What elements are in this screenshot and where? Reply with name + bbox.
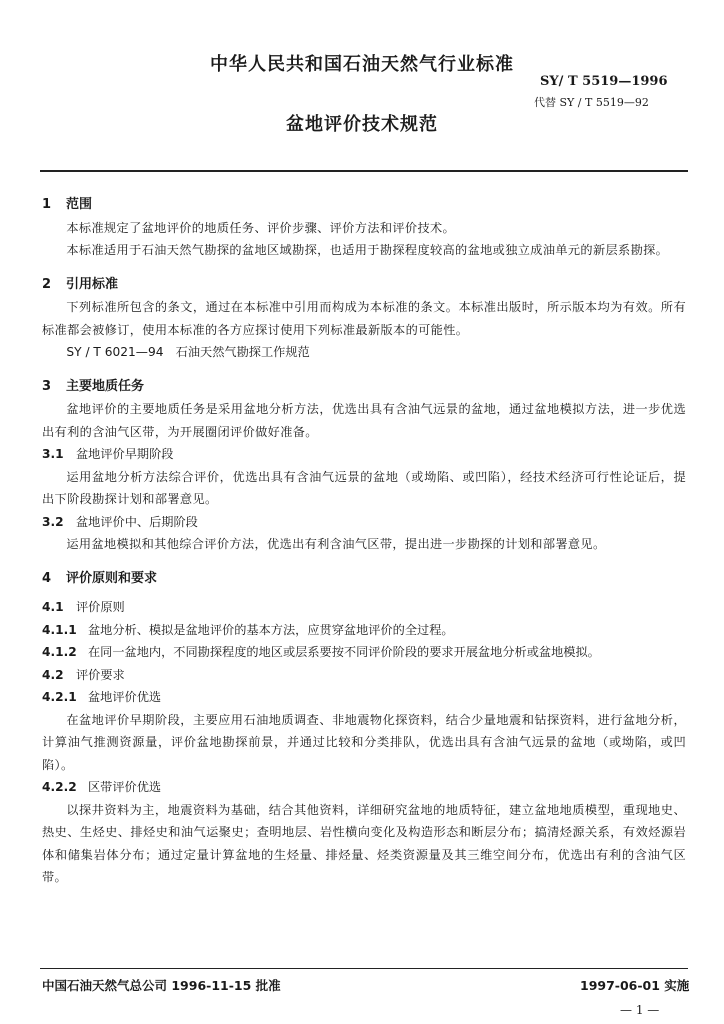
- section-heading-2: [42, 274, 686, 297]
- section-title: 引用标准: [66, 276, 119, 292]
- footer-divider: [40, 968, 688, 969]
- org-title: 中华人民共和国石油天然气行业标准: [210, 54, 514, 75]
- subsection-title: 评价要求: [76, 667, 125, 682]
- subsection-title: 评价原则: [76, 600, 125, 614]
- paragraph: 运用盆地模拟和其他综合评价方法，优选出有利含油气区带，提出进一步勘探的计划和部署意见。: [66, 537, 606, 551]
- paragraph: 本标准适用于石油天然气勘探的盆地区域勘探，也适用于勘探程度较高的盆地或独立成油单元的新层系勘探。: [66, 243, 669, 257]
- subsection-title: 盆地评价中、后期阶段: [76, 514, 198, 529]
- document-body: [42, 188, 686, 889]
- subsection-number: 3.2: [42, 514, 64, 529]
- paragraph: 在盆地评价早期阶段，主要应用石油地质调查、非地震物化探资料，结合少量地震和钻探资料，进行盆地分析，计算油气推测资源量，评价盆地勘探前景，并通过比较和分类排队，优选出具有含油气远景的盆地（或坳陷，或凹陷）。: [42, 712, 686, 772]
- paragraph: 以探井资料为主，地震资料为基础，结合其他资料，详细研究盆地的地质特征，建立盆地地质模型，重现地史、热史、生烃史、排烃史和油气运聚史；查明地层、岩性横向变化及构造形态和断层分布；搞清烃源关系，有效烃源岩体和储集岩体分布；通过定量计算盆地的生烃量、排烃量、烃类资源量及其三维空间分布，优选出有利的含油气区带。: [42, 802, 686, 884]
- subsection-number: 4.2: [42, 667, 64, 682]
- paragraph: 本标准规定了盆地评价的地质任务、评价步骤、评价方法和评价技术。: [66, 220, 456, 235]
- clause-4-1-1: [42, 619, 686, 642]
- page-number: — 1 —: [620, 1003, 660, 1017]
- section-number: 2: [42, 276, 52, 292]
- section-number: 3: [42, 378, 52, 394]
- clause-number: 4.2.2: [42, 780, 77, 794]
- clause-title: 盆地评价优选: [88, 690, 162, 704]
- subsection-heading-4-1: [42, 596, 686, 619]
- section-title: 范围: [66, 197, 93, 212]
- replaces-code: 代替 SY / T 5519—92: [534, 96, 649, 109]
- clause-title: 区带评价优选: [88, 780, 162, 794]
- standard-code: SY/ T 5519—1996: [540, 74, 668, 89]
- section-heading-1: [42, 194, 686, 217]
- reference-item: SY / T 6021—94 石油天然气勘探工作规范: [66, 345, 310, 359]
- subsection-heading-3-1: [42, 443, 686, 466]
- section-title: 主要地质任务: [66, 378, 145, 394]
- section-heading-4: [42, 568, 686, 591]
- subsection-heading-4-2: [42, 664, 686, 687]
- clause-4-2-1: [42, 686, 686, 709]
- section-number: 1: [42, 197, 52, 212]
- header-divider: [40, 170, 688, 172]
- paragraph: 下列标准所包含的条文，通过在本标准中引用而构成为本标准的条文。本标准出版时，所示版本均为有效。所有标准都会被修订，使用本标准的各方应探讨使用下列标准最新版本的可能性。: [42, 300, 686, 337]
- section-number: 4: [42, 570, 52, 586]
- clause-number: 4.1.2: [42, 645, 77, 659]
- clause-4-2-2: [42, 776, 686, 799]
- clause-number: 4.2.1: [42, 690, 77, 704]
- subsection-heading-3-2: [42, 511, 686, 534]
- subsection-number: 3.1: [42, 447, 64, 461]
- section-heading-3: [42, 376, 686, 399]
- paragraph: 运用盆地分析方法综合评价，优选出具有含油气远景的盆地（或坳陷、或凹陷），经技术经济可行性论证后，提出下阶段勘探计划和部署意见。: [42, 469, 686, 506]
- clause-number: 4.1.1: [42, 622, 77, 637]
- clause-text: 盆地分析、模拟是盆地评价的基本方法，应贯穿盆地评价的全过程。: [88, 622, 454, 637]
- clause-text: 在同一盆地内，不同勘探程度的地区或层系要按不同评价阶段的要求开展盆地分析或盆地模拟。: [88, 645, 600, 659]
- subsection-title: 盆地评价早期阶段: [76, 447, 174, 461]
- approval-date: 中国石油天然气总公司 1996-11-15 批准: [42, 978, 281, 993]
- paragraph: 盆地评价的主要地质任务是采用盆地分析方法，优选出具有含油气远景的盆地，通过盆地模拟方法，进一步优选出有利的含油气区带，为开展圈闭评价做好准备。: [42, 402, 686, 439]
- section-title: 评价原则和要求: [66, 570, 158, 586]
- subsection-number: 4.1: [42, 600, 64, 614]
- effective-date: 1997-06-01 实施: [580, 978, 690, 993]
- clause-4-1-2: [42, 641, 686, 664]
- document-title: 盆地评价技术规范: [286, 114, 438, 135]
